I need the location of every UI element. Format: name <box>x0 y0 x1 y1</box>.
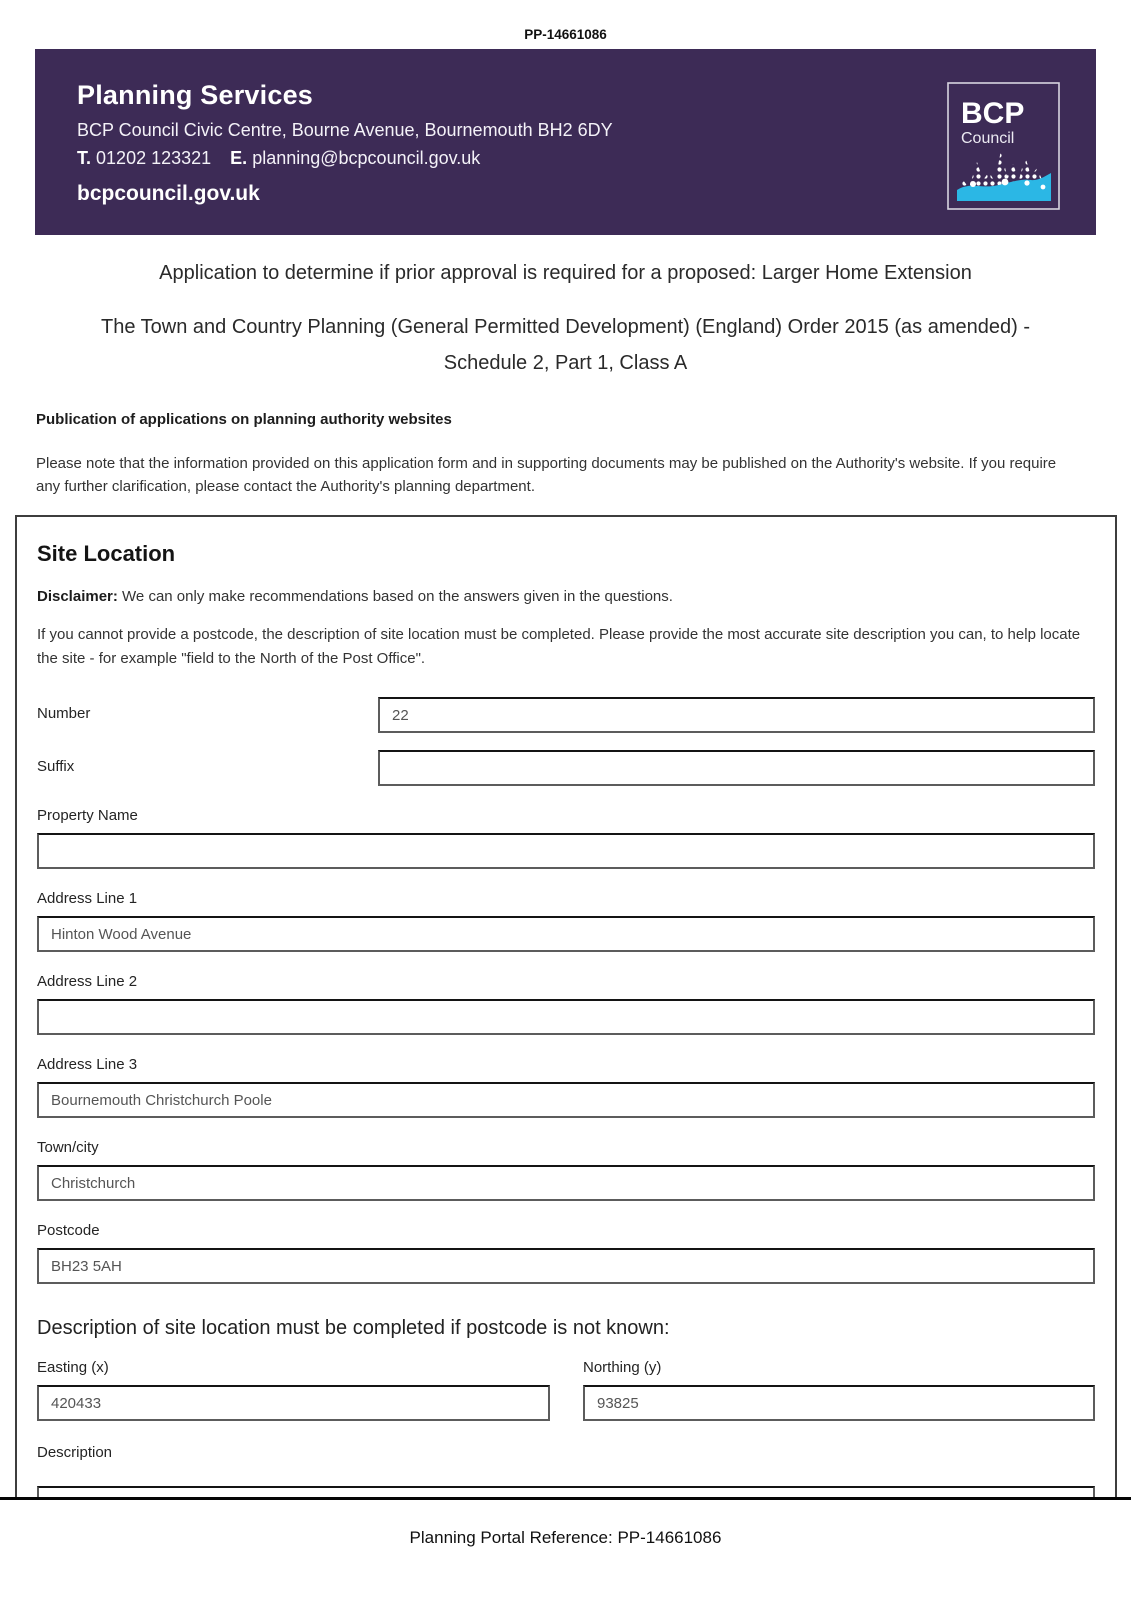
logo-text-council: Council <box>961 130 1015 147</box>
site-location-section <box>15 515 1117 1497</box>
publication-note: Please note that the information provided on this application form and in supporting documents may be published on the Authority's website. If you require any further clarification, please contact the Authority's planning department. <box>36 455 1057 496</box>
header-website: bcpcouncil.gov.uk <box>77 182 260 205</box>
suffix-input[interactable] <box>378 750 1095 786</box>
email-address: planning@bcpcouncil.gov.uk <box>252 148 481 168</box>
address-line-2-label: Address Line 2 <box>37 973 138 990</box>
footer-reference: Planning Portal Reference: PP-14661086 <box>409 1528 722 1547</box>
number-input[interactable] <box>378 697 1095 733</box>
address-line-3-field <box>37 1056 1095 1118</box>
address-line-1-label: Address Line 1 <box>37 890 138 907</box>
town-city-input[interactable] <box>37 1165 1095 1201</box>
disclaimer-label: Disclaimer: <box>37 588 118 605</box>
suffix-label: Suffix <box>37 758 75 775</box>
planning-services-header <box>35 49 1096 235</box>
legislation-subtitle: The Town and Country Planning (General Permitted Development) (England) Order 2015 (as amended) - Schedule 2, Part 1, Class A <box>100 316 1030 374</box>
header-contact <box>77 148 1054 169</box>
easting-field <box>37 1359 550 1421</box>
publication-heading: Publication of applications on planning authority websites <box>36 411 452 428</box>
postcode-label: Postcode <box>37 1222 100 1239</box>
northing-field <box>583 1359 1095 1421</box>
top-reference: PP-14661086 <box>524 27 607 42</box>
address-line-3-input[interactable] <box>37 1082 1095 1118</box>
header-address: BCP Council Civic Centre, Bourne Avenue, Bournemouth BH2 6DY <box>77 120 613 140</box>
number-label: Number <box>37 705 91 722</box>
address-line-1-field <box>37 890 1095 952</box>
coordinates-row <box>37 1359 1095 1421</box>
postcode-field <box>37 1222 1095 1284</box>
description-label: Description <box>37 1444 113 1461</box>
header-title: Planning Services <box>77 80 313 110</box>
phone-label: T. <box>77 148 92 168</box>
disclaimer <box>37 588 1095 605</box>
email-label: E. <box>230 148 248 168</box>
postcode-input[interactable] <box>37 1248 1095 1284</box>
northing-input[interactable] <box>583 1385 1095 1421</box>
description-input[interactable] <box>37 1486 1095 1497</box>
bcp-council-logo <box>947 82 1060 210</box>
description-field <box>37 1444 1095 1462</box>
suffix-row <box>37 750 1095 786</box>
number-row <box>37 697 1095 733</box>
logo-text-bcp: BCP <box>961 97 1025 130</box>
address-line-3-label: Address Line 3 <box>37 1056 138 1073</box>
easting-input[interactable] <box>37 1385 550 1421</box>
application-title: Application to determine if prior approval is required for a proposed: Larger Home Extension <box>159 262 972 284</box>
property-name-input[interactable] <box>37 833 1095 869</box>
town-city-field <box>37 1139 1095 1201</box>
northing-label: Northing (y) <box>583 1359 662 1376</box>
postcode-note: If you cannot provide a postcode, the description of site location must be completed. Please provide the most accurate site description you can, to help locate the site - for example "field to the North of the Post Office". <box>37 626 1081 667</box>
town-city-label: Town/city <box>37 1139 99 1156</box>
page-break-divider <box>0 1497 1131 1500</box>
disclaimer-text: We can only make recommendations based on the answers given in the questions. <box>122 588 673 605</box>
description-requirement-heading: Description of site location must be completed if postcode is not known: <box>37 1317 670 1339</box>
site-location-heading: Site Location <box>37 541 176 566</box>
address-line-1-input[interactable] <box>37 916 1095 952</box>
property-name-field <box>37 807 1095 869</box>
address-line-2-input[interactable] <box>37 999 1095 1035</box>
easting-label: Easting (x) <box>37 1359 109 1376</box>
address-line-2-field <box>37 973 1095 1035</box>
phone-number: 01202 123321 <box>96 148 212 168</box>
property-name-label: Property Name <box>37 807 138 824</box>
